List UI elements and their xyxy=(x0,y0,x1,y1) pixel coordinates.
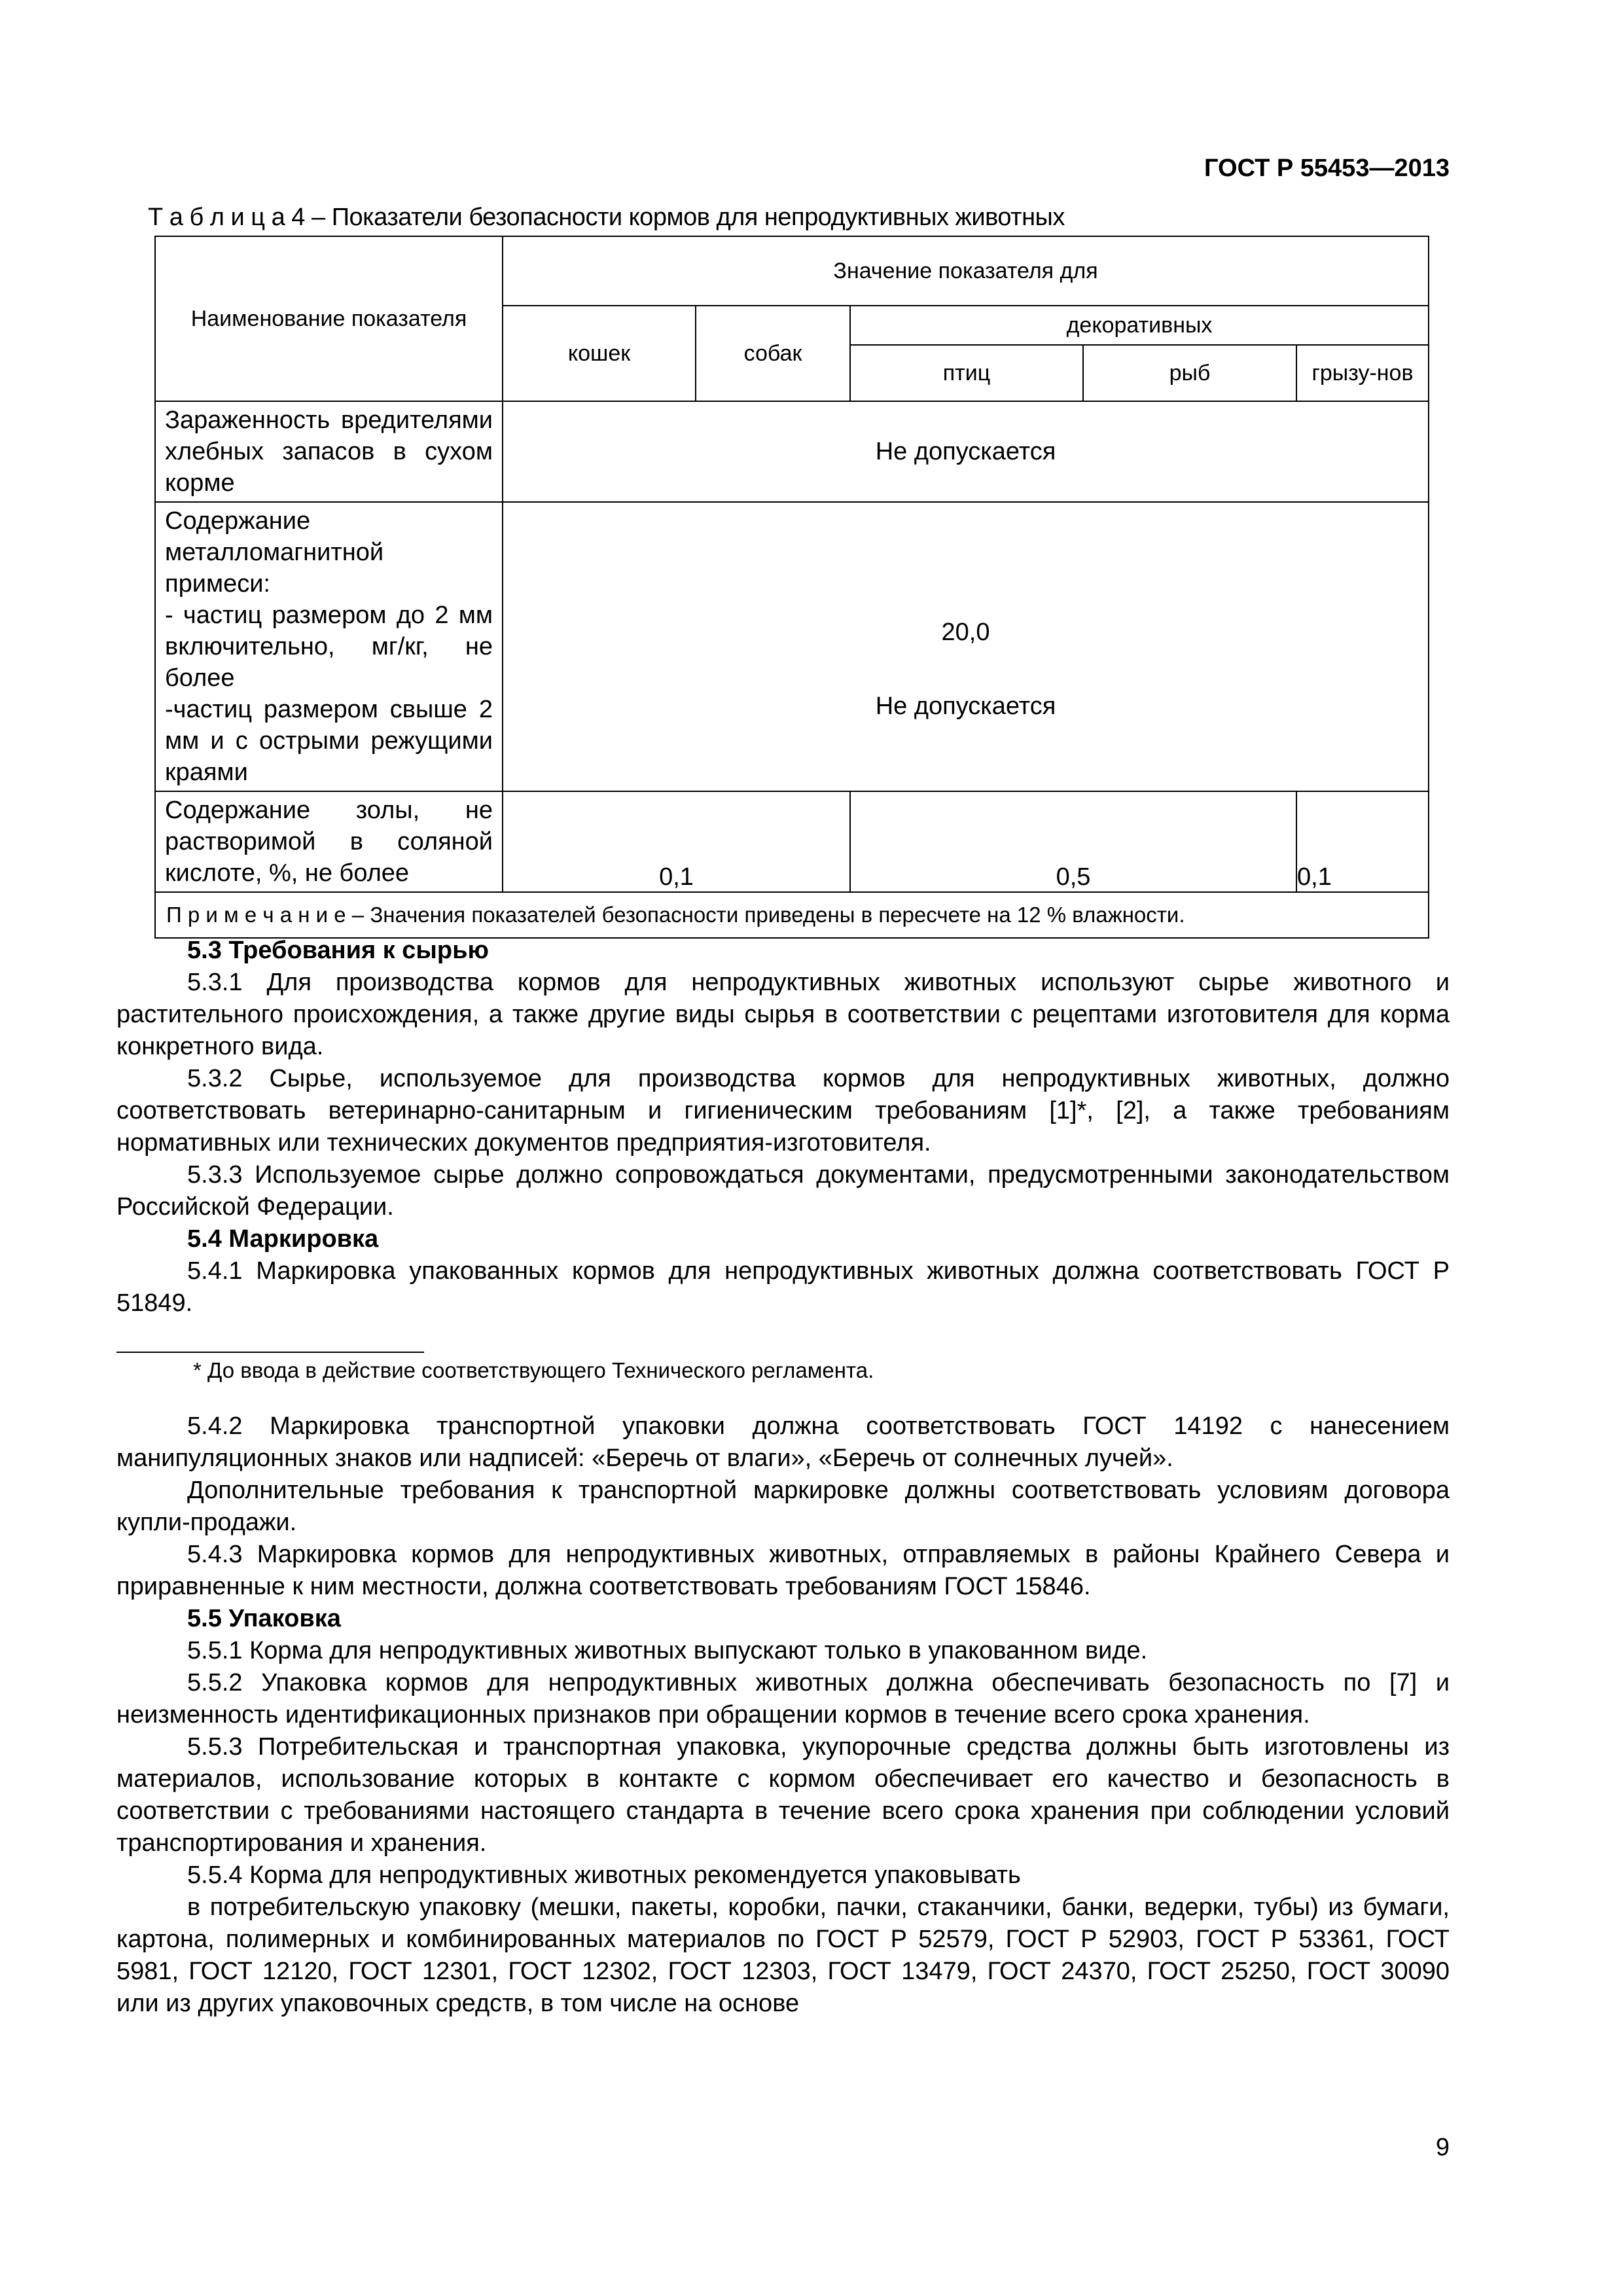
header-fish: рыб xyxy=(1083,345,1296,401)
paragraph-5-5-4: 5.5.4 Корма для непродуктивных животных рекомендуется упаковывать xyxy=(187,1861,1021,1889)
footnote-separator xyxy=(116,1352,424,1353)
paragraph-5-5-2: 5.5.2 Упаковка кормов для непродуктивных животных должна обеспечивать безопасность по [7] и неизменность идентификационных признаков при обращении кормов в течение всего срока хранения. xyxy=(116,1669,1450,1729)
row-name-metal xyxy=(155,502,503,791)
paragraph-5-4-3: 5.4.3 Маркировка кормов для непродуктивных животных, отправляемых в районы Крайнего Севера и приравненные к ним местности, должна соответствовать требованиям ГОСТ 15846. xyxy=(116,1541,1450,1600)
row-value-metal-large: Не допускается xyxy=(875,692,1056,720)
row-name-pests: Зараженность вредителями хлебных запасов в сухом корме xyxy=(155,401,503,502)
table-row xyxy=(155,502,1429,791)
paragraph-5-3-1: 5.3.1 Для производства кормов для непродуктивных животных используют сырье животного и растительного происхождения, а также другие виды сырья в соответствии с рецептами изготовителя для корма конкретного вида. xyxy=(116,969,1450,1060)
header-value-for: Значение показателя для xyxy=(503,236,1429,306)
row-value-metal xyxy=(503,502,1429,791)
row-value-ash-cats-dogs: 0,1 xyxy=(503,791,850,892)
header-indicator-name: Наименование показателя xyxy=(155,236,503,401)
header-decorative: декоративных xyxy=(850,306,1429,345)
row-value-ash-birds-fish: 0,5 xyxy=(850,791,1296,892)
row-value-metal-small: 20,0 xyxy=(941,619,990,646)
paragraph-5-5-4-list: в потребительскую упаковку (мешки, пакеты, коробки, пачки, стаканчики, банки, ведерки, тубы) из бумаги, картона, полимерных и комбинированных материалов по ГОСТ Р 52579, ГОСТ Р 52903, ГОСТ Р 53361, ГОСТ 5981, ГОСТ 12120, ГОСТ 12301, ГОСТ 12302, ГОСТ 12303, ГОСТ 13479, ГОСТ 24370, ГОСТ 25250, ГОСТ 30090 или из других упаковочных средств, в том числе на основе xyxy=(116,1893,1450,2017)
paragraph-5-4-1: 5.4.1 Маркировка упакованных кормов для непродуктивных животных должна соответствовать ГОСТ Р 51849. xyxy=(116,1257,1450,1317)
paragraph-5-5-3: 5.5.3 Потребительская и транспортная упаковка, укупорочные средства должны быть изготовлены из материалов, использование которых в контакте с кормом обеспечивает его качество и безопасность в соответствии с требованиями настоящего стандарта в течение всего срока хранения при соблюдении условий транспортирования и хранения. xyxy=(116,1733,1450,1857)
page-number: 9 xyxy=(1435,2134,1450,2161)
paragraph-5-3-2: 5.3.2 Сырье, используемое для производства кормов для непродуктивных животных, должно соответствовать ветеринарно-санитарным и гигиеническим требованиям [1]*, [2], а также требованиям нормативных или технических документов предприятия-изготовителя. xyxy=(116,1065,1450,1157)
paragraph-5-3-3: 5.3.3 Используемое сырье должно сопровождаться документами, предусмотренными законодательством Российской Федерации. xyxy=(116,1161,1450,1221)
body-text-block-2 xyxy=(116,1410,1450,2020)
paragraph-5-5-1: 5.5.1 Корма для непродуктивных животных выпускают только в упакованном виде. xyxy=(187,1637,1148,1664)
row-name-metal-large: -частиц размером свыше 2 мм и с острыми режущими краями xyxy=(165,696,493,786)
header-rodents: грызу-нов xyxy=(1296,345,1429,401)
row-name-metal-small: - частиц размером до 2 мм включительно, мг/кг, не более xyxy=(165,601,493,692)
table-note xyxy=(155,892,1429,938)
body-text-block-1 xyxy=(116,935,1450,1319)
footnote: * До ввода в действие соответствующего Технического регламента. xyxy=(193,1358,874,1382)
table-row xyxy=(155,401,1429,502)
paragraph-5-4-2: 5.4.2 Маркировка транспортной упаковки должна соответствовать ГОСТ 14192 с нанесением манипуляционных знаков или надписей: «Беречь от влаги», «Беречь от солнечных лучей». xyxy=(116,1412,1450,1472)
section-5-3-heading: 5.3 Требования к сырью xyxy=(187,937,489,964)
section-5-5-heading: 5.5 Упаковка xyxy=(187,1605,341,1632)
section-5-4-heading: 5.4 Маркировка xyxy=(187,1225,379,1253)
safety-indicators-table xyxy=(154,236,1429,939)
row-name-ash: Содержание золы, не растворимой в соляной кислоте, %, не более xyxy=(155,791,503,892)
row-value-pests: Не допускается xyxy=(503,401,1429,502)
header-cats: кошек xyxy=(503,306,696,401)
row-name-metal-title: Содержание металломагнитной примеси: xyxy=(165,507,384,598)
table-caption xyxy=(148,204,1065,232)
table-note-prefix: П р и м е ч а н и е xyxy=(166,903,346,927)
document-code: ГОСТ Р 55453—2013 xyxy=(1204,154,1450,182)
table-note-text: – Значения показателей безопасности приведены в пересчете на 12 % влажности. xyxy=(346,903,1185,927)
table-row xyxy=(155,791,1429,892)
header-dogs: собак xyxy=(696,306,850,401)
paragraph-5-4-2-extra: Дополнительные требования к транспортной маркировке должны соответствовать условиям договора купли-продажи. xyxy=(116,1477,1450,1536)
row-value-ash-rodents: 0,1 xyxy=(1296,791,1429,892)
table-caption-text: – Показатели безопасности кормов для непродуктивных животных xyxy=(304,204,1065,231)
header-birds: птиц xyxy=(850,345,1083,401)
table-caption-prefix: Т а б л и ц а 4 xyxy=(148,204,305,231)
